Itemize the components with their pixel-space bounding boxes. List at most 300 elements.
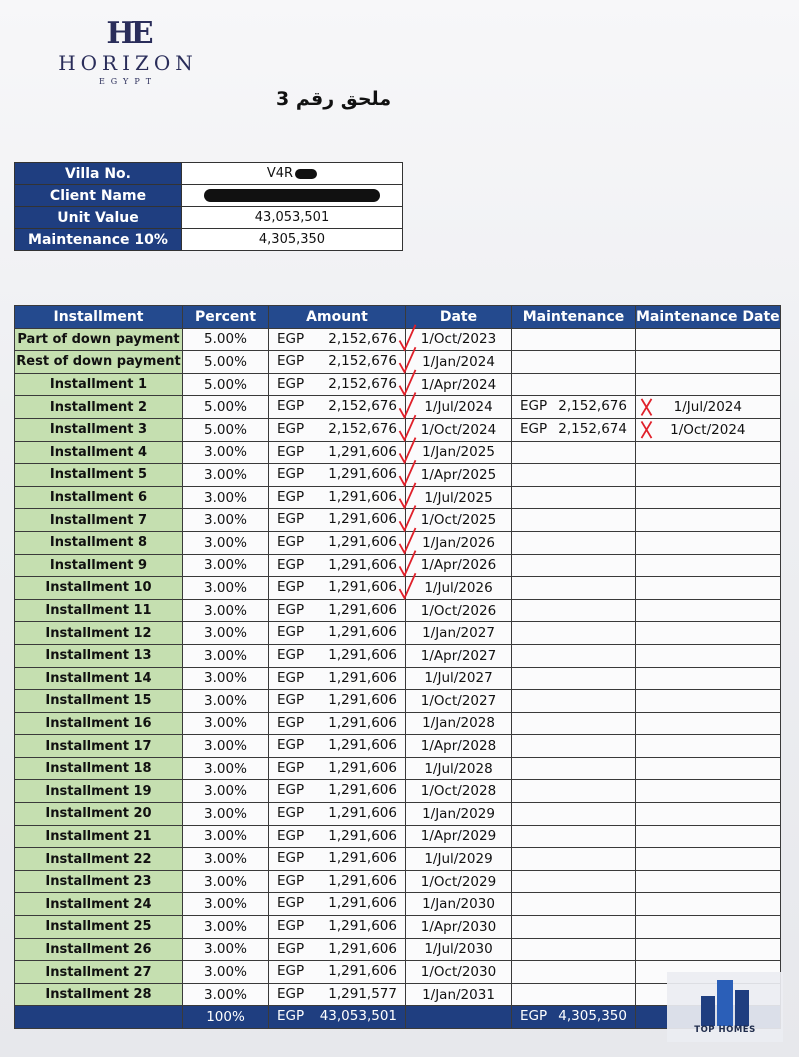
- installment-percent: 3.00%: [183, 938, 269, 961]
- installment-amount-cell: [269, 599, 406, 622]
- maintenance-amount-cell: [512, 825, 636, 848]
- maintenance-date: [636, 735, 781, 758]
- installment-amount-cell: [269, 983, 406, 1006]
- installment-date: 1/Oct/2028: [406, 780, 512, 803]
- installment-name: Installment 11: [15, 599, 183, 622]
- total-amount-cell: [269, 1006, 406, 1029]
- installment-amount-cell: [269, 870, 406, 893]
- installment-date: 1/Jan/2029: [406, 803, 512, 826]
- installment-amount: 1,291,606: [328, 579, 397, 596]
- installment-date: 1/Jan/2028: [406, 712, 512, 735]
- maintenance-amount-cell: [512, 554, 636, 577]
- maintenance-date: [636, 667, 781, 690]
- table-row: [15, 373, 781, 396]
- maintenance-amount-cell: [512, 486, 636, 509]
- table-row: [15, 667, 781, 690]
- amount-currency: EGP: [277, 714, 305, 731]
- installment-amount-cell: [269, 418, 406, 441]
- table-row: [15, 961, 781, 984]
- maintenance-amount-cell: [512, 983, 636, 1006]
- maintenance-currency: EGP: [520, 420, 548, 437]
- maintenance-amount-cell: [512, 599, 636, 622]
- installment-percent: 3.00%: [183, 622, 269, 645]
- maintenance-amount-cell: [512, 961, 636, 984]
- maintenance-amount-cell: [512, 757, 636, 780]
- installment-name: Installment 27: [15, 961, 183, 984]
- installment-amount: 1,291,606: [328, 940, 397, 957]
- installment-name: Installment 12: [15, 622, 183, 645]
- maintenance-amount-cell: [512, 893, 636, 916]
- installment-date: 1/Jul/2028: [406, 757, 512, 780]
- maintenance-date: [636, 622, 781, 645]
- installment-amount-cell: [269, 893, 406, 916]
- total-label-cell: [15, 1006, 183, 1029]
- installment-amount-cell: [269, 825, 406, 848]
- installment-percent: 3.00%: [183, 712, 269, 735]
- table-row: [15, 622, 781, 645]
- table-row: [15, 983, 781, 1006]
- amount-currency: EGP: [277, 646, 305, 663]
- maintenance-amount-cell: [512, 735, 636, 758]
- total-maintenance-currency: EGP: [520, 1008, 548, 1025]
- amount-currency: EGP: [277, 556, 305, 573]
- maintenance-amount-cell: [512, 916, 636, 939]
- installment-name: Installment 6: [15, 486, 183, 509]
- installment-date: 1/Oct/2027: [406, 690, 512, 713]
- maintenance-date: [636, 780, 781, 803]
- installment-date: 1/Jul/2030: [406, 938, 512, 961]
- installment-amount: 1,291,606: [328, 556, 397, 573]
- maintenance-amount: 2,152,674: [558, 420, 627, 437]
- table-row: [15, 803, 781, 826]
- installment-amount-cell: [269, 712, 406, 735]
- amount-currency: EGP: [277, 579, 305, 596]
- maintenance-date: [636, 351, 781, 374]
- maintenance-date: [636, 938, 781, 961]
- info-value: [182, 185, 403, 207]
- amount-currency: EGP: [277, 737, 305, 754]
- info-row: [15, 229, 403, 251]
- installment-amount-cell: [269, 690, 406, 713]
- installment-name: Installment 21: [15, 825, 183, 848]
- header-maintenance-date: Maintenance Date: [636, 306, 781, 329]
- maintenance-amount-cell: [512, 464, 636, 487]
- table-row: [15, 396, 781, 419]
- installment-percent: 3.00%: [183, 554, 269, 577]
- installment-amount-cell: [269, 848, 406, 871]
- info-row: [15, 163, 403, 185]
- installment-percent: 3.00%: [183, 961, 269, 984]
- installment-amount-cell: [269, 961, 406, 984]
- table-header-row: [15, 306, 781, 329]
- table-row: [15, 916, 781, 939]
- amount-currency: EGP: [277, 511, 305, 528]
- installment-percent: 3.00%: [183, 893, 269, 916]
- amount-currency: EGP: [277, 895, 305, 912]
- maintenance-date: [636, 599, 781, 622]
- table-row: [15, 531, 781, 554]
- installment-amount-cell: [269, 916, 406, 939]
- logo-subtitle: EGYPT: [98, 77, 158, 86]
- installment-amount: 1,291,606: [328, 601, 397, 618]
- installment-amount: 1,291,606: [328, 488, 397, 505]
- info-key: Villa No.: [15, 163, 182, 185]
- amount-currency: EGP: [277, 624, 305, 641]
- installment-name: Installment 8: [15, 531, 183, 554]
- installment-name: Installment 14: [15, 667, 183, 690]
- maintenance-amount-cell: [512, 667, 636, 690]
- maintenance-amount-cell: [512, 622, 636, 645]
- maintenance-date: [636, 531, 781, 554]
- maintenance-amount-cell: [512, 712, 636, 735]
- installment-amount: 1,291,606: [328, 805, 397, 822]
- installment-date: 1/Jan/2027: [406, 622, 512, 645]
- installment-date: 1/Jan/2031: [406, 983, 512, 1006]
- installment-amount-cell: [269, 938, 406, 961]
- installment-amount-cell: [269, 464, 406, 487]
- amount-currency: EGP: [277, 805, 305, 822]
- table-row: [15, 599, 781, 622]
- installment-amount: 1,291,606: [328, 646, 397, 663]
- maintenance-amount-cell: [512, 803, 636, 826]
- installment-name: Installment 23: [15, 870, 183, 893]
- installment-date: 1/Jan/2026: [406, 531, 512, 554]
- header-installment: Installment: [15, 306, 183, 329]
- installment-amount-cell: [269, 644, 406, 667]
- maintenance-amount-cell: [512, 577, 636, 600]
- maintenance-amount-cell: [512, 441, 636, 464]
- installment-date: 1/Apr/2029: [406, 825, 512, 848]
- table-row: [15, 690, 781, 713]
- table-row: [15, 509, 781, 532]
- installment-name: Installment 22: [15, 848, 183, 871]
- installment-date: 1/Jul/2025: [406, 486, 512, 509]
- table-row: [15, 893, 781, 916]
- maintenance-amount: 2,152,676: [558, 398, 627, 415]
- installment-name: Installment 20: [15, 803, 183, 826]
- installment-percent: 3.00%: [183, 848, 269, 871]
- installment-name: Installment 3: [15, 418, 183, 441]
- installment-amount: 2,152,676: [328, 420, 397, 437]
- header-maintenance: Maintenance: [512, 306, 636, 329]
- table-row: [15, 464, 781, 487]
- installment-percent: 3.00%: [183, 757, 269, 780]
- amount-currency: EGP: [277, 353, 305, 370]
- installment-name: Installment 15: [15, 690, 183, 713]
- installment-date: 1/Jan/2024: [406, 351, 512, 374]
- table-row: [15, 441, 781, 464]
- installment-amount-cell: [269, 373, 406, 396]
- total-maintenance-cell: [512, 1006, 636, 1029]
- redaction-mark: [295, 169, 317, 179]
- maintenance-date: [636, 373, 781, 396]
- maintenance-date: [636, 916, 781, 939]
- installment-amount: 1,291,606: [328, 624, 397, 641]
- amount-currency: EGP: [277, 533, 305, 550]
- installment-date: 1/Oct/2025: [406, 509, 512, 532]
- installment-date: 1/Oct/2029: [406, 870, 512, 893]
- installment-percent: 3.00%: [183, 599, 269, 622]
- installment-percent: 3.00%: [183, 486, 269, 509]
- amount-currency: EGP: [277, 918, 305, 935]
- installment-amount: 1,291,606: [328, 918, 397, 935]
- amount-currency: EGP: [277, 375, 305, 392]
- amount-currency: EGP: [277, 466, 305, 483]
- maintenance-amount-cell: [512, 644, 636, 667]
- amount-currency: EGP: [277, 488, 305, 505]
- installment-amount: 1,291,606: [328, 895, 397, 912]
- info-value: 43,053,501: [182, 207, 403, 229]
- maintenance-date: [636, 825, 781, 848]
- total-row: [15, 1006, 781, 1029]
- installment-amount: 1,291,606: [328, 759, 397, 776]
- table-row: [15, 554, 781, 577]
- installment-percent: 3.00%: [183, 577, 269, 600]
- header-date: Date: [406, 306, 512, 329]
- logo-name: HORIZON: [58, 51, 198, 75]
- installment-name: Installment 16: [15, 712, 183, 735]
- info-key: Maintenance 10%: [15, 229, 182, 251]
- installment-amount-cell: [269, 780, 406, 803]
- table-row: [15, 757, 781, 780]
- table-row: [15, 486, 781, 509]
- table-row: [15, 938, 781, 961]
- installment-percent: 5.00%: [183, 418, 269, 441]
- watermark-label: TOP HOMES: [694, 1025, 756, 1035]
- installment-amount: 1,291,606: [328, 737, 397, 754]
- amount-currency: EGP: [277, 759, 305, 776]
- table-row: [15, 870, 781, 893]
- installment-name: Installment 17: [15, 735, 183, 758]
- installment-amount: 1,291,606: [328, 511, 397, 528]
- installment-date: 1/Oct/2030: [406, 961, 512, 984]
- amount-currency: EGP: [277, 985, 305, 1002]
- info-row: [15, 207, 403, 229]
- maintenance-date: [636, 848, 781, 871]
- maintenance-amount-cell: [512, 531, 636, 554]
- installment-name: Installment 24: [15, 893, 183, 916]
- installment-date: 1/Jul/2026: [406, 577, 512, 600]
- installment-amount: 1,291,606: [328, 850, 397, 867]
- maintenance-date: [636, 712, 781, 735]
- annex-title: ملحق رقم 3: [276, 88, 392, 110]
- total-percent: 100%: [183, 1006, 269, 1029]
- table-row: [15, 328, 781, 351]
- amount-currency: EGP: [277, 601, 305, 618]
- top-homes-watermark: [667, 972, 783, 1042]
- table-row: [15, 644, 781, 667]
- installment-date: 1/Apr/2028: [406, 735, 512, 758]
- maintenance-date: [636, 577, 781, 600]
- installment-name: Installment 28: [15, 983, 183, 1006]
- amount-currency: EGP: [277, 420, 305, 437]
- installment-percent: 3.00%: [183, 983, 269, 1006]
- maintenance-amount-cell: [512, 351, 636, 374]
- installment-percent: 3.00%: [183, 644, 269, 667]
- installment-date: 1/Oct/2026: [406, 599, 512, 622]
- maintenance-amount-cell: [512, 780, 636, 803]
- installment-percent: 3.00%: [183, 690, 269, 713]
- installment-amount: 1,291,606: [328, 782, 397, 799]
- installment-percent: 3.00%: [183, 667, 269, 690]
- installment-name: Installment 10: [15, 577, 183, 600]
- amount-currency: EGP: [277, 850, 305, 867]
- table-row: [15, 351, 781, 374]
- installment-name: Installment 1: [15, 373, 183, 396]
- installment-amount-cell: [269, 396, 406, 419]
- maintenance-date: [636, 893, 781, 916]
- installment-percent: 3.00%: [183, 509, 269, 532]
- installment-name: Installment 4: [15, 441, 183, 464]
- installment-percent: 3.00%: [183, 916, 269, 939]
- installment-name: Installment 9: [15, 554, 183, 577]
- villa-number: V4R: [266, 166, 294, 181]
- installment-amount-cell: [269, 441, 406, 464]
- installment-amount-cell: [269, 735, 406, 758]
- table-row: [15, 825, 781, 848]
- installment-amount: 1,291,606: [328, 692, 397, 709]
- header-amount: Amount: [269, 306, 406, 329]
- installment-amount-cell: [269, 803, 406, 826]
- installment-date: 1/Apr/2025: [406, 464, 512, 487]
- info-value: 4,305,350: [182, 229, 403, 251]
- installment-name: Installment 25: [15, 916, 183, 939]
- maintenance-date: [636, 803, 781, 826]
- amount-currency: EGP: [277, 669, 305, 686]
- maintenance-date: [636, 870, 781, 893]
- installment-amount: 1,291,577: [328, 985, 397, 1002]
- maintenance-date: [636, 554, 781, 577]
- installment-amount: 2,152,676: [328, 353, 397, 370]
- maintenance-date: [636, 441, 781, 464]
- installment-percent: 3.00%: [183, 825, 269, 848]
- redaction-mark: [204, 189, 380, 202]
- installment-percent: 3.00%: [183, 870, 269, 893]
- installment-amount: 2,152,676: [328, 375, 397, 392]
- amount-currency: EGP: [277, 330, 305, 347]
- table-row: [15, 848, 781, 871]
- installment-date: 1/Oct/2023: [406, 328, 512, 351]
- installment-amount-cell: [269, 351, 406, 374]
- maintenance-date: 1/Jul/2024: [636, 396, 781, 419]
- header-percent: Percent: [183, 306, 269, 329]
- installment-amount: 1,291,606: [328, 443, 397, 460]
- installment-amount: 1,291,606: [328, 827, 397, 844]
- unit-info-table: [14, 162, 403, 251]
- installment-date: 1/Apr/2027: [406, 644, 512, 667]
- installment-percent: 3.00%: [183, 780, 269, 803]
- amount-currency: EGP: [277, 398, 305, 415]
- table-row: [15, 780, 781, 803]
- amount-currency: EGP: [277, 443, 305, 460]
- installment-name: Installment 2: [15, 396, 183, 419]
- installment-percent: 5.00%: [183, 396, 269, 419]
- maintenance-amount-cell: [512, 690, 636, 713]
- amount-currency: EGP: [277, 872, 305, 889]
- info-key: Unit Value: [15, 207, 182, 229]
- maintenance-currency: EGP: [520, 398, 548, 415]
- installment-percent: 3.00%: [183, 735, 269, 758]
- installment-amount: 1,291,606: [328, 466, 397, 483]
- maintenance-date: [636, 690, 781, 713]
- maintenance-amount-cell: [512, 373, 636, 396]
- installment-name: Installment 7: [15, 509, 183, 532]
- installment-date: 1/Apr/2024: [406, 373, 512, 396]
- buildings-icon: [695, 974, 755, 1026]
- installment-amount: 1,291,606: [328, 963, 397, 980]
- maintenance-amount-cell: [512, 938, 636, 961]
- info-value: [182, 163, 403, 185]
- installment-amount-cell: [269, 486, 406, 509]
- total-currency: EGP: [277, 1008, 305, 1025]
- total-date-cell: [406, 1006, 512, 1029]
- installment-percent: 5.00%: [183, 373, 269, 396]
- installment-amount: 1,291,606: [328, 669, 397, 686]
- installment-percent: 3.00%: [183, 464, 269, 487]
- maintenance-amount-cell: [512, 418, 636, 441]
- installment-date: 1/Oct/2024: [406, 418, 512, 441]
- installment-date: 1/Apr/2030: [406, 916, 512, 939]
- installment-percent: 3.00%: [183, 803, 269, 826]
- maintenance-date: [636, 328, 781, 351]
- installment-amount: 1,291,606: [328, 533, 397, 550]
- info-key: Client Name: [15, 185, 182, 207]
- installment-date: 1/Jul/2029: [406, 848, 512, 871]
- maintenance-amount-cell: [512, 509, 636, 532]
- installment-amount: 1,291,606: [328, 872, 397, 889]
- installment-percent: 3.00%: [183, 531, 269, 554]
- total-amount: 43,053,501: [319, 1008, 397, 1025]
- installment-percent: 3.00%: [183, 441, 269, 464]
- horizon-logo: [28, 18, 228, 88]
- installment-date: 1/Jul/2024: [406, 396, 512, 419]
- logo-mark: HE: [106, 16, 150, 51]
- maintenance-date: [636, 464, 781, 487]
- table-row: [15, 577, 781, 600]
- table-row: [15, 735, 781, 758]
- total-maintenance-amount: 4,305,350: [558, 1008, 627, 1025]
- installment-date: 1/Jan/2030: [406, 893, 512, 916]
- maintenance-date: [636, 757, 781, 780]
- maintenance-amount-cell: [512, 328, 636, 351]
- amount-currency: EGP: [277, 692, 305, 709]
- maintenance-date: [636, 486, 781, 509]
- maintenance-amount-cell: [512, 848, 636, 871]
- installment-percent: 5.00%: [183, 351, 269, 374]
- table-row: [15, 712, 781, 735]
- maintenance-date: [636, 644, 781, 667]
- installment-schedule-table: [14, 305, 781, 1029]
- installment-date: 1/Jul/2027: [406, 667, 512, 690]
- installment-amount-cell: [269, 622, 406, 645]
- installment-amount-cell: [269, 328, 406, 351]
- info-row: [15, 185, 403, 207]
- installment-amount-cell: [269, 667, 406, 690]
- amount-currency: EGP: [277, 940, 305, 957]
- installment-name: Installment 19: [15, 780, 183, 803]
- maintenance-date: 1/Oct/2024: [636, 418, 781, 441]
- installment-name: Installment 26: [15, 938, 183, 961]
- installment-name: Rest of down payment: [15, 351, 183, 374]
- amount-currency: EGP: [277, 827, 305, 844]
- installment-name: Installment 18: [15, 757, 183, 780]
- maintenance-amount-cell: [512, 396, 636, 419]
- installment-amount: 2,152,676: [328, 398, 397, 415]
- maintenance-date: [636, 509, 781, 532]
- amount-currency: EGP: [277, 782, 305, 799]
- installment-amount-cell: [269, 531, 406, 554]
- installment-amount-cell: [269, 509, 406, 532]
